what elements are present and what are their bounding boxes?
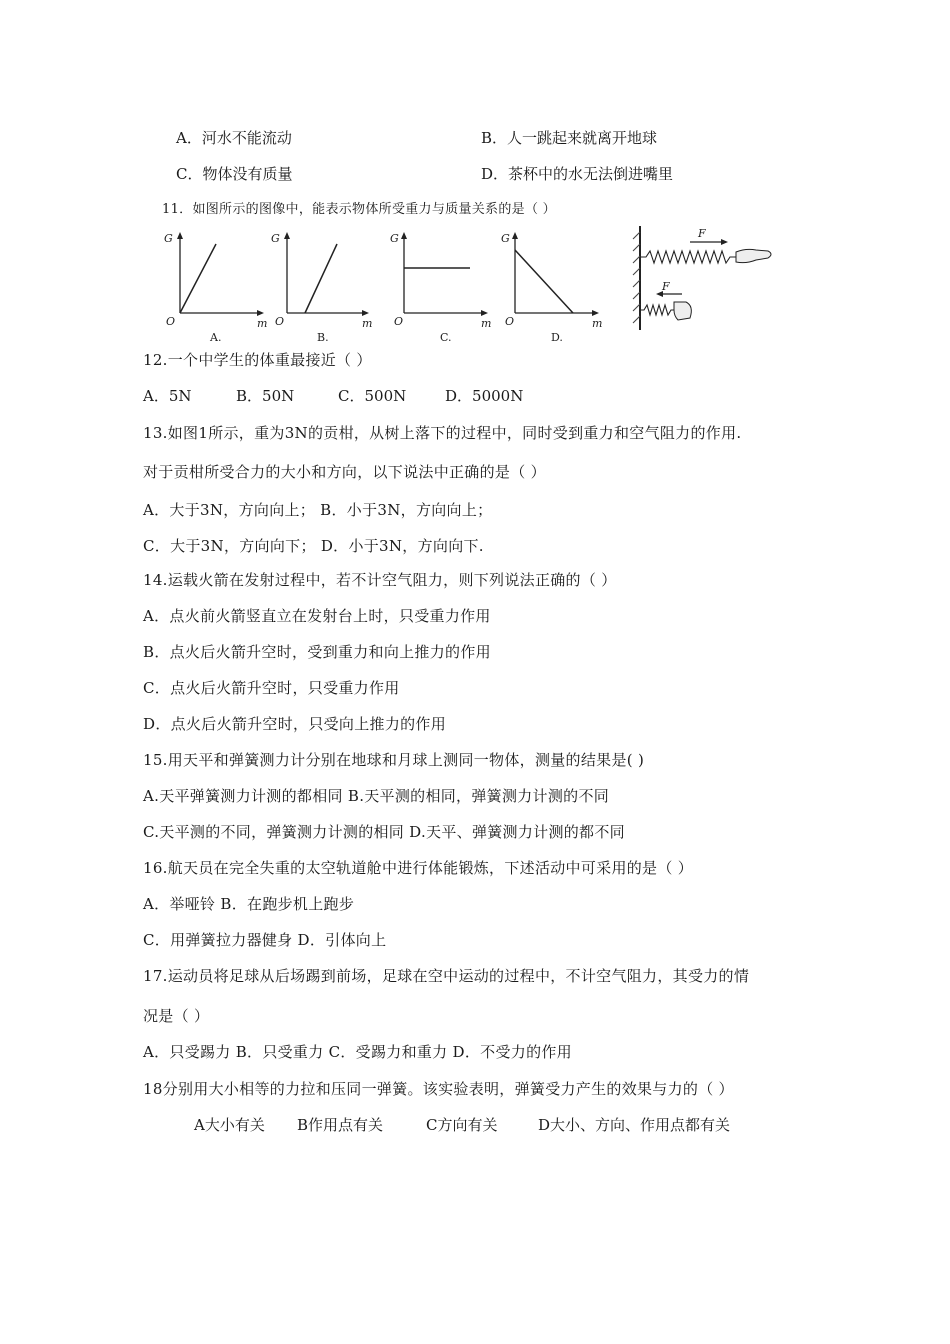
q18-option-c: C方向有关 — [426, 1116, 498, 1134]
q10-option-b: B．人一跳起来就离开地球 — [481, 129, 658, 147]
graph-c-x-label: m — [481, 317, 492, 330]
q16-options-cd: C．用弹簧拉力器健身 D．引体向上 — [143, 931, 387, 949]
q12-option-d: D．5000N — [445, 387, 524, 405]
q18-option-d: D大小、方向、作用点都有关 — [538, 1116, 731, 1134]
q15-stem: 15.用天平和弹簧测力计分别在地球和月球上测同一物体，测量的结果是( ) — [143, 751, 645, 769]
graph-c — [386, 228, 496, 350]
q14-option-b: B．点火后火箭升空时，受到重力和向上推力的作用 — [143, 643, 491, 661]
q12-option-b: B．50N — [236, 387, 295, 405]
q13-stem-line2: 对于贡柑所受合力的大小和方向，以下说法中正确的是（ ） — [143, 463, 546, 481]
graph-a-x-label: m — [257, 317, 268, 330]
graph-a-caption: A. — [210, 331, 222, 344]
spring-top-force-label: F — [698, 227, 706, 240]
q14-option-c: C．点火后火箭升空时，只受重力作用 — [143, 679, 400, 697]
spring-bottom-force-label: F — [662, 280, 670, 293]
q10-option-d: D．茶杯中的水无法倒进嘴里 — [481, 165, 674, 183]
q16-options-ab: A．举哑铃 B．在跑步机上跑步 — [143, 895, 355, 913]
q12-option-c: C．500N — [338, 387, 407, 405]
graph-b — [267, 228, 377, 350]
q12-option-a: A．5N — [143, 387, 192, 405]
graph-d-x-label: m — [592, 317, 603, 330]
q14-option-d: D．点火后火箭升空时，只受向上推力的作用 — [143, 715, 447, 733]
graph-a-origin: O — [166, 315, 176, 328]
q17-stem-line1: 17.运动员将足球从后场踢到前场，足球在空中运动的过程中，不计空气阻力，其受力的情 — [143, 967, 750, 985]
q13-options-ab: A．大于3N，方向向上； B．小于3N，方向向上； — [143, 501, 493, 519]
q15-options-ab: A.天平弹簧测力计测的都相同 B.天平测的相同，弹簧测力计测的不同 — [143, 787, 610, 805]
spring-figure — [630, 222, 780, 338]
q16-stem: 16.航天员在完全失重的太空轨道舱中进行体能锻炼，下述活动中可采用的是（ ） — [143, 859, 694, 877]
q17-options: A．只受踢力 B．只受重力 C．受踢力和重力 D．不受力的作用 — [143, 1043, 572, 1061]
graph-d-y-label: G — [501, 232, 510, 245]
graph-d — [497, 228, 607, 350]
graph-c-caption: C. — [440, 331, 452, 344]
q14-option-a: A．点火前火箭竖直立在发射台上时，只受重力作用 — [143, 607, 491, 625]
q17-stem-line2: 况是（ ） — [143, 1007, 210, 1025]
q13-stem-line1: 13.如图1所示，重为3N的贡柑，从树上落下的过程中，同时受到重力和空气阻力的作用. — [143, 424, 742, 442]
q12-stem: 12.一个中学生的体重最接近（ ） — [143, 351, 372, 369]
q10-option-c: C．物体没有质量 — [176, 165, 293, 183]
graph-b-origin: O — [275, 315, 285, 328]
q11-stem: 11．如图所示的图像中，能表示物体所受重力与质量关系的是（ ） — [162, 202, 556, 217]
graph-b-y-label: G — [271, 232, 280, 245]
q18-stem: 18分别用大小相等的力拉和压同一弹簧。该实验表明，弹簧受力产生的效果与力的（ ） — [143, 1080, 734, 1098]
graph-a-y-label: G — [164, 232, 173, 245]
q18-option-a: A大小有关 — [194, 1116, 265, 1134]
q10-option-a: A．河水不能流动 — [176, 129, 292, 147]
q18-option-b: B作用点有关 — [297, 1116, 384, 1134]
graph-b-x-label: m — [362, 317, 373, 330]
graph-c-origin: O — [394, 315, 404, 328]
graph-b-caption: B. — [317, 331, 329, 344]
q14-stem: 14.运载火箭在发射过程中，若不计空气阻力，则下列说法正确的（ ） — [143, 571, 617, 589]
graph-d-origin: O — [505, 315, 515, 328]
graph-d-caption: D. — [551, 331, 563, 344]
graph-a — [158, 228, 268, 350]
graph-c-y-label: G — [390, 232, 399, 245]
q15-options-cd: C.天平测的不同，弹簧测力计测的相同 D.天平、弹簧测力计测的都不同 — [143, 823, 625, 841]
q13-options-cd: C．大于3N，方向向下； D．小于3N，方向向下. — [143, 537, 484, 555]
